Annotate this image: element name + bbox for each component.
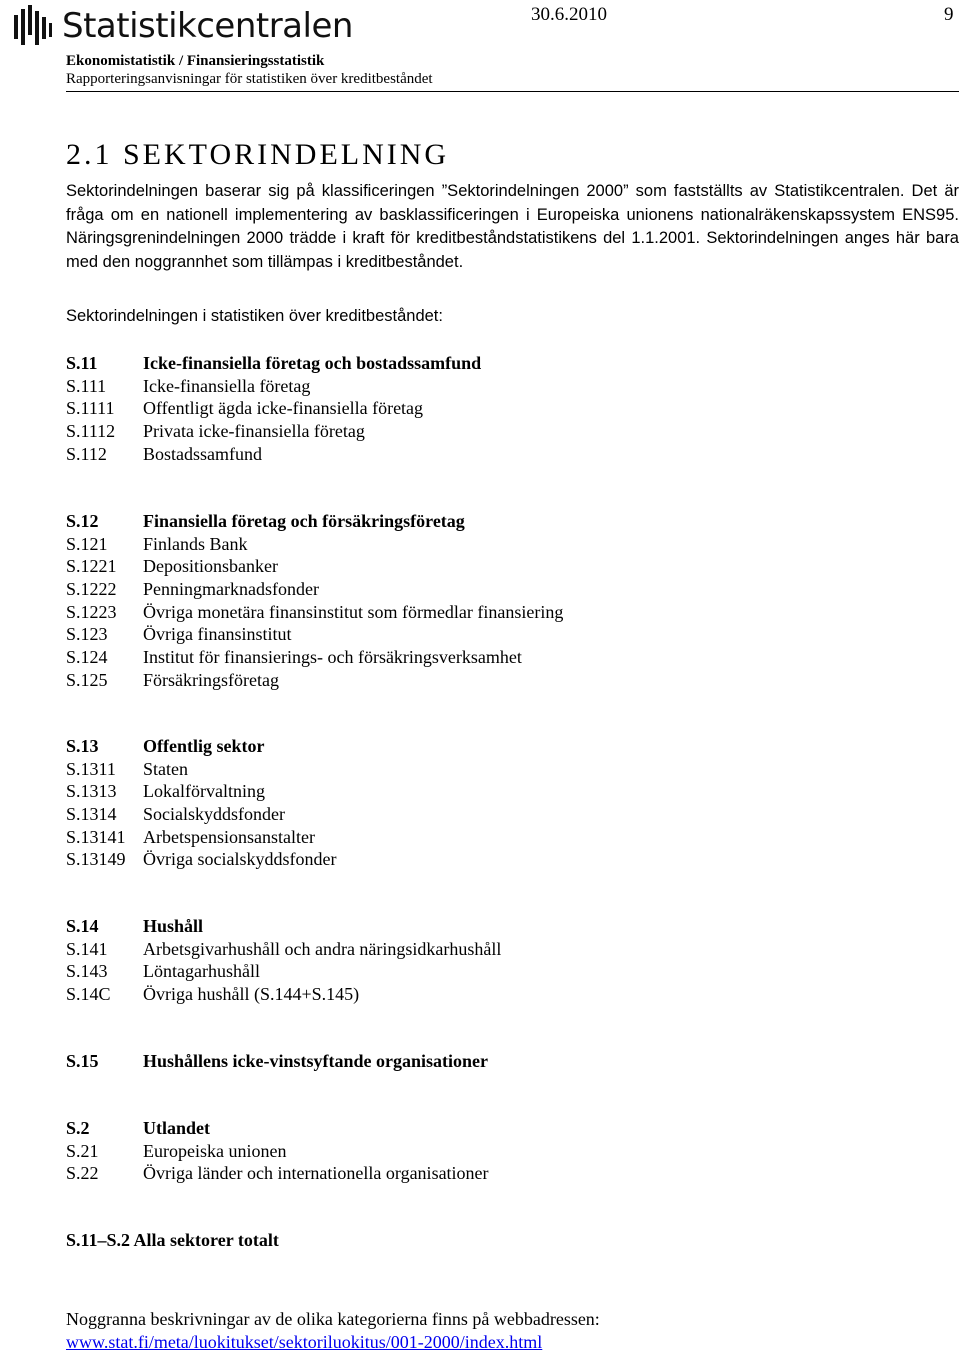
sector-row (66, 938, 946, 961)
sector-group-s12 (66, 510, 946, 692)
sector-row (66, 533, 946, 556)
sector-code: S.1313 (66, 781, 117, 802)
footer-note: Noggranna beskrivningar av de olika kategorierna finns på webbadressen: (66, 1309, 600, 1329)
sector-code: S.1112 (66, 421, 116, 442)
page-header (0, 0, 960, 92)
sector-row (66, 578, 946, 601)
sector-code: S.112 (66, 443, 107, 464)
sector-row (66, 443, 946, 466)
sector-label: Offentlig sektor (143, 736, 265, 756)
sector-code: S.124 (66, 647, 108, 668)
sector-label: Staten (143, 758, 188, 779)
sector-code: S.11 (66, 353, 98, 373)
sector-row (66, 1162, 946, 1185)
sector-code: S.123 (66, 624, 108, 645)
sector-code: S.125 (66, 669, 108, 690)
sector-code: S.14C (66, 984, 111, 1005)
bar-chart-logo-icon (12, 5, 54, 47)
sector-label: Utlandet (143, 1118, 210, 1138)
sector-code: S.143 (66, 961, 108, 982)
sector-row (66, 780, 946, 803)
sector-code: S.22 (66, 1163, 99, 1184)
list-heading: Sektorindelningen i statistiken över kreditbeståndet: (66, 307, 443, 325)
sector-label: Bostadssamfund (143, 443, 262, 464)
sector-label: Övriga socialskyddsfonder (143, 849, 337, 870)
sector-row (66, 510, 946, 533)
sector-row (66, 758, 946, 781)
sector-label: Övriga monetära finansinstitut som förmedlar finansiering (143, 601, 564, 622)
sector-code: S.21 (66, 1140, 99, 1161)
sector-row (66, 646, 946, 669)
sector-label: Hushållens icke-vinstsyftande organisationer (143, 1051, 489, 1071)
sector-row (66, 960, 946, 983)
sector-group-s13 (66, 735, 946, 871)
document-date: 30.6.2010 (531, 4, 607, 25)
sector-group-s15 (66, 1050, 946, 1073)
sector-label: Lokalförvaltning (143, 781, 265, 802)
sector-code: S.141 (66, 938, 108, 959)
sector-label: Europeiska unionen (143, 1140, 287, 1161)
sector-code: S.1223 (66, 601, 117, 622)
sector-label: Löntagarhushåll (143, 961, 260, 982)
sector-group-s11 (66, 352, 946, 465)
sector-row (66, 420, 946, 443)
sector-label: Institut för finansierings- och försäkringsverksamhet (143, 647, 522, 668)
sector-label: Finansiella företag och försäkringsföretag (143, 511, 465, 531)
sector-code: S.13141 (66, 826, 126, 847)
sector-row (66, 623, 946, 646)
sector-code: S.14 (66, 916, 99, 936)
sector-label: Försäkringsföretag (143, 669, 279, 690)
sector-code: S.12 (66, 511, 99, 531)
sector-label: Depositionsbanker (143, 556, 278, 577)
header-divider (66, 91, 959, 92)
sector-label: Arbetspensionsanstalter (143, 826, 315, 847)
sector-label: Socialskyddsfonder (143, 804, 285, 825)
sector-code: S.13 (66, 736, 99, 756)
sector-row (66, 848, 946, 871)
sector-row (66, 375, 946, 398)
intro-paragraph: Sektorindelningen baserar sig på klassificeringen ”Sektorindelningen 2000” som fastställts av Statistikcentralen. Det är fråga om en nationell implementering av basklassificeringen i Europeiska unionens nationalräkenskapssystem ENS95. Näringsgrenindelningen 2000 trädde i kraft för kreditbeståndstatistikens del 1.1.2001. Sektorindelningen anges här bara med den noggrannhet som tillämpas i kreditbeståndet. (66, 182, 959, 271)
document-subtitle: Rapporteringsanvisningar för statistiken över kreditbeståndet (66, 71, 433, 87)
sector-row (66, 601, 946, 624)
sector-label: Finlands Bank (143, 533, 248, 554)
sector-label: Icke-finansiella företag och bostadssamfund (143, 353, 482, 373)
sector-row (66, 735, 946, 758)
sector-row (66, 915, 946, 938)
sector-code: S.2 (66, 1118, 90, 1138)
sector-label: Övriga finansinstitut (143, 624, 292, 645)
sector-row (66, 983, 946, 1006)
sector-label: Övriga länder och internationella organisationer (143, 1163, 489, 1184)
sector-row (66, 352, 946, 375)
sector-label: Övriga hushåll (S.144+S.145) (143, 984, 360, 1005)
section-title: 2.1 SEKTORINDELNING (66, 138, 450, 171)
sector-label: Arbetsgivarhushåll och andra näringsidkarhushåll (143, 938, 502, 959)
sector-group-s2 (66, 1117, 946, 1185)
sector-row (66, 1117, 946, 1140)
sector-code: S.15 (66, 1051, 99, 1071)
sector-row (66, 803, 946, 826)
logo-text: Statistikcentralen (62, 6, 353, 46)
sector-label: Privata icke-finansiella företag (143, 421, 365, 442)
sector-group-s14 (66, 915, 946, 1006)
sector-code: S.1311 (66, 758, 116, 779)
sector-row (66, 1140, 946, 1163)
sector-code: S.1221 (66, 556, 117, 577)
sector-label: Icke-finansiella företag (143, 375, 311, 396)
classification-link[interactable]: www.stat.fi/meta/luokitukset/sektoriluokitus/001-2000/index.html (66, 1332, 543, 1352)
sector-label: Penningmarknadsfonder (143, 579, 319, 600)
organization-line: Ekonomistatistik / Finansieringsstatistik (66, 53, 325, 69)
sector-code: S.121 (66, 533, 108, 554)
sector-row (66, 826, 946, 849)
sector-code: S.1111 (66, 398, 115, 419)
sector-row (66, 1050, 946, 1073)
sector-code: S.111 (66, 375, 107, 396)
sector-code: S.1314 (66, 804, 117, 825)
sector-row (66, 669, 946, 692)
sector-row (66, 555, 946, 578)
page-number: 9 (944, 4, 954, 25)
sector-code: S.1222 (66, 579, 117, 600)
sector-code: S.13149 (66, 849, 126, 870)
sector-label: Offentligt ägda icke-finansiella företag (143, 398, 424, 419)
sector-label: Hushåll (143, 916, 204, 936)
sector-row (66, 397, 946, 420)
all-sectors-total: S.11–S.2 Alla sektorer totalt (66, 1230, 279, 1250)
statistikcentralen-logo (12, 2, 353, 50)
